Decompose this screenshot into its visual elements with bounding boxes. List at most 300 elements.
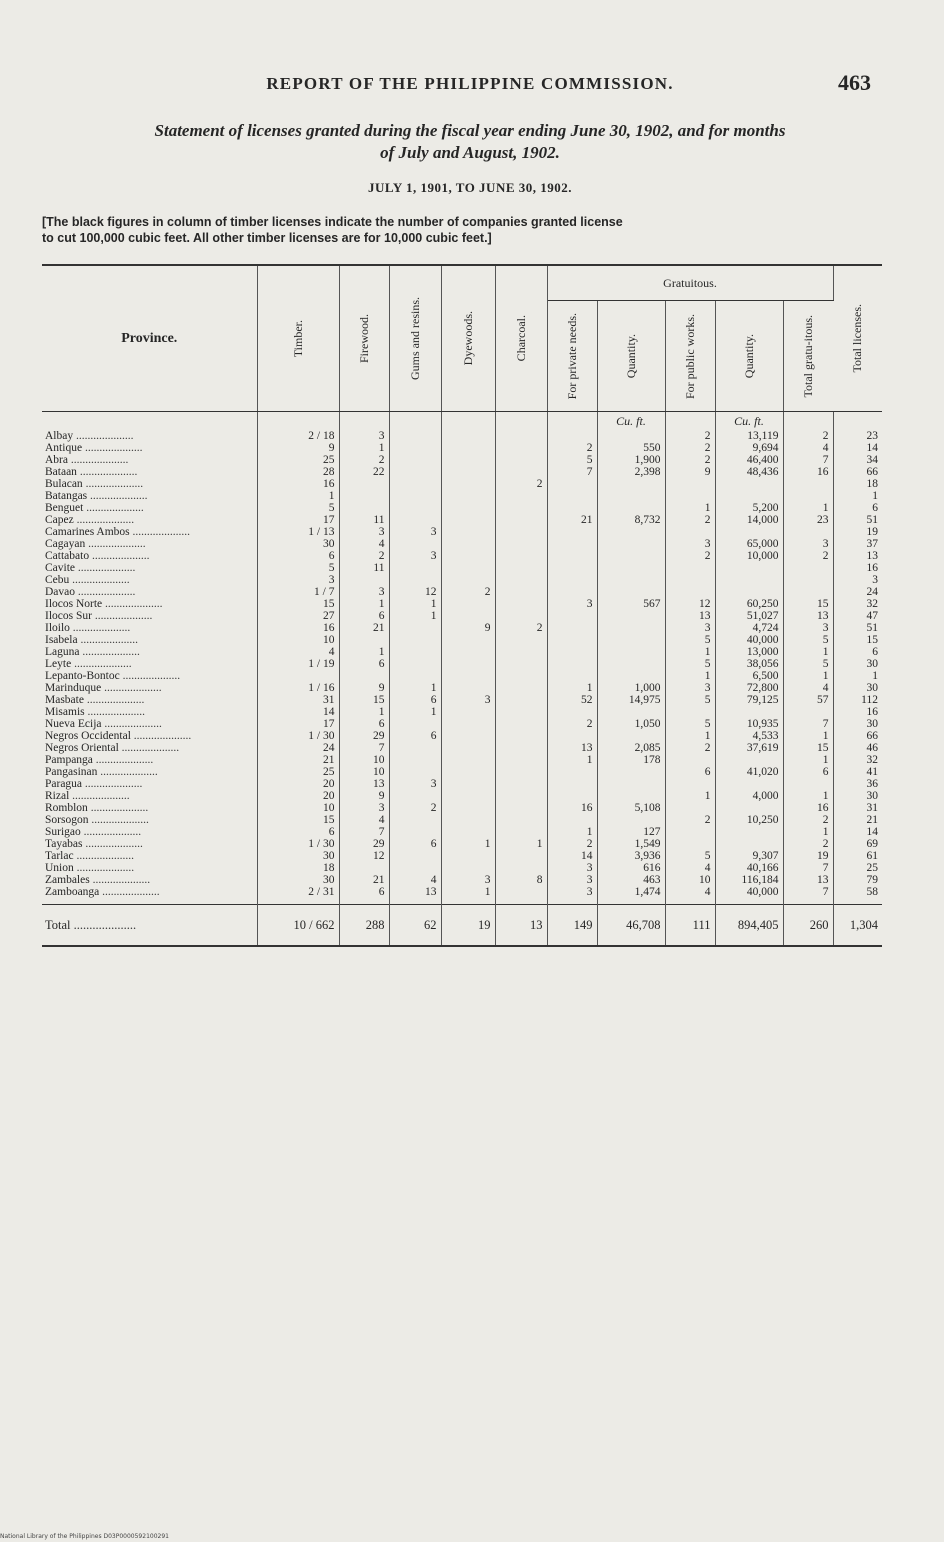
cell-firewood: 3 <box>339 802 389 814</box>
cell-quantity-1 <box>597 538 665 550</box>
cell-quantity-1: 2,398 <box>597 466 665 478</box>
cell-public-works <box>665 586 715 598</box>
cell-private-needs: 2 <box>547 442 597 454</box>
cell-firewood: 29 <box>339 730 389 742</box>
cell-timber: 21 <box>257 754 339 766</box>
cell-quantity-2 <box>715 826 783 838</box>
province-name: Lepanto-Bontoc .................... <box>42 670 257 682</box>
cell-dyewoods: 19 <box>441 905 495 947</box>
cell-charcoal <box>495 454 547 466</box>
cell-public-works <box>665 838 715 850</box>
cell-quantity-1: 127 <box>597 826 665 838</box>
cell-quantity-2: 79,125 <box>715 694 783 706</box>
cell-gums: 3 <box>389 526 441 538</box>
cell-firewood: 3 <box>339 526 389 538</box>
cell-total-licenses: 34 <box>866 454 878 466</box>
cell-firewood: 29 <box>339 838 389 850</box>
header-total-gratuitous: Total gratu-itous. <box>783 301 833 412</box>
cell-quantity-2: 13,000 <box>715 646 783 658</box>
cell-dyewoods: 1 <box>441 838 495 850</box>
cell-timber: 30 <box>257 850 339 862</box>
cell-charcoal <box>495 442 547 454</box>
cell-quantity-2: 4,533 <box>715 730 783 742</box>
cell-public-works <box>665 574 715 586</box>
cell-charcoal <box>495 886 547 898</box>
cell-charcoal <box>495 706 547 718</box>
province-name: Cavite .................... <box>42 562 257 574</box>
cell-total-gratuitous: 2 <box>783 430 833 442</box>
table-row <box>42 442 882 454</box>
cell-charcoal <box>495 658 547 670</box>
cell-public-works: 2 <box>665 814 715 826</box>
cell-quantity-2: 10,935 <box>715 718 783 730</box>
cell-public-works: 5 <box>665 718 715 730</box>
cell-total-licenses: 31 <box>866 802 878 814</box>
cell-quantity-1 <box>597 622 665 634</box>
cell-total-licenses: 66 <box>866 730 878 742</box>
library-footer: National Library of the Philippines D03P0000592100291 <box>0 1533 169 1540</box>
cell-quantity-2: 13,119 <box>715 430 783 442</box>
cell-gums <box>389 742 441 754</box>
cell-gums <box>389 634 441 646</box>
cell-quantity-2 <box>715 490 783 502</box>
cell-firewood: 11 <box>339 562 389 574</box>
cell-firewood: 21 <box>339 622 389 634</box>
cell-public-works: 2 <box>665 454 715 466</box>
cell-timber: 17 <box>257 514 339 526</box>
cell-public-works: 5 <box>665 634 715 646</box>
cell-dyewoods <box>441 718 495 730</box>
cell-charcoal <box>495 502 547 514</box>
cell-timber: 30 <box>257 874 339 886</box>
cell-gums: 6 <box>389 730 441 742</box>
cell-timber <box>257 670 339 682</box>
cell-charcoal <box>495 598 547 610</box>
cell-public-works <box>665 826 715 838</box>
table-row <box>42 682 882 694</box>
cell-total-gratuitous: 15 <box>783 598 833 610</box>
cell-firewood: 15 <box>339 694 389 706</box>
cell-total-licenses: 46 <box>866 742 878 754</box>
cell-total-gratuitous: 1 <box>783 790 833 802</box>
cell-total-gratuitous: 2 <box>783 838 833 850</box>
cell-firewood <box>339 634 389 646</box>
cell-total-gratuitous <box>783 526 833 538</box>
cell-quantity-1: 2,085 <box>597 742 665 754</box>
cell-firewood: 13 <box>339 778 389 790</box>
cell-timber: 9 <box>257 442 339 454</box>
cell-dyewoods <box>441 442 495 454</box>
province-name: Batangas .................... <box>42 490 257 502</box>
cell-total-gratuitous: 1 <box>783 646 833 658</box>
cell-dyewoods <box>441 706 495 718</box>
cell-firewood: 2 <box>339 454 389 466</box>
province-name: Misamis .................... <box>42 706 257 718</box>
cell-total-licenses: 14 <box>866 826 878 838</box>
cell-timber: 2 / 18 <box>257 430 339 442</box>
table-row <box>42 742 882 754</box>
cell-timber: 1 / 16 <box>257 682 339 694</box>
cell-total-gratuitous: 2 <box>783 550 833 562</box>
cell-total-gratuitous: 7 <box>783 718 833 730</box>
cell-quantity-2: 6,500 <box>715 670 783 682</box>
cell-total-gratuitous <box>783 778 833 790</box>
cell-quantity-2: 4,000 <box>715 790 783 802</box>
cell-dyewoods: 2 <box>441 586 495 598</box>
cell-gums <box>389 646 441 658</box>
cell-dyewoods <box>441 598 495 610</box>
cell-gums: 2 <box>389 802 441 814</box>
cell-public-works <box>665 754 715 766</box>
cell-total-licenses: 66 <box>866 466 878 478</box>
cell-quantity-2: 41,020 <box>715 766 783 778</box>
cell-total-gratuitous: 4 <box>783 682 833 694</box>
cell-total-licenses: 3 <box>872 574 878 586</box>
cell-timber: 10 / 662 <box>257 905 339 947</box>
cell-dyewoods: 3 <box>441 874 495 886</box>
cell-public-works: 6 <box>665 766 715 778</box>
cell-charcoal <box>495 694 547 706</box>
cell-gums: 3 <box>389 550 441 562</box>
table-row <box>42 466 882 478</box>
cell-gums <box>389 430 441 442</box>
cell-total-licenses: 30 <box>866 682 878 694</box>
table-row <box>42 694 882 706</box>
cell-timber: 15 <box>257 814 339 826</box>
cell-private-needs <box>547 778 597 790</box>
cell-private-needs: 21 <box>547 514 597 526</box>
province-name: Pangasinan .................... <box>42 766 257 778</box>
cell-quantity-2 <box>715 838 783 850</box>
cell-quantity-2: 65,000 <box>715 538 783 550</box>
cell-timber: 5 <box>257 502 339 514</box>
cell-dyewoods <box>441 610 495 622</box>
cell-gums <box>389 850 441 862</box>
header-dyewoods: Dyewoods. <box>441 265 495 412</box>
cell-quantity-1: 14,975 <box>597 694 665 706</box>
cell-quantity-2 <box>715 778 783 790</box>
cell-public-works <box>665 478 715 490</box>
cell-private-needs <box>547 790 597 802</box>
unit-quantity-1: Cu. ft. <box>597 412 665 431</box>
cell-total-licenses: 58 <box>866 886 878 898</box>
cell-dyewoods: 9 <box>441 622 495 634</box>
cell-quantity-1 <box>597 490 665 502</box>
cell-dyewoods <box>441 490 495 502</box>
cell-gums <box>389 466 441 478</box>
cell-charcoal <box>495 670 547 682</box>
cell-dyewoods <box>441 790 495 802</box>
cell-public-works: 3 <box>665 682 715 694</box>
table-row <box>42 550 882 562</box>
cell-quantity-2: 72,800 <box>715 682 783 694</box>
province-name: Zamboanga .................... <box>42 886 257 898</box>
cell-dyewoods <box>441 502 495 514</box>
cell-gums <box>389 442 441 454</box>
cell-charcoal <box>495 718 547 730</box>
cell-quantity-1 <box>597 670 665 682</box>
table-row <box>42 838 882 850</box>
cell-firewood: 6 <box>339 610 389 622</box>
cell-timber: 15 <box>257 598 339 610</box>
province-name: Capez .................... <box>42 514 257 526</box>
cell-private-needs: 2 <box>547 718 597 730</box>
cell-dyewoods <box>441 466 495 478</box>
cell-total-gratuitous: 19 <box>783 850 833 862</box>
cell-total-gratuitous: 5 <box>783 634 833 646</box>
cell-quantity-2 <box>715 802 783 814</box>
province-name: Albay .................... <box>42 430 257 442</box>
cell-public-works <box>665 562 715 574</box>
cell-timber: 25 <box>257 766 339 778</box>
cell-total-gratuitous: 23 <box>783 514 833 526</box>
cell-firewood: 9 <box>339 790 389 802</box>
cell-gums: 6 <box>389 694 441 706</box>
cell-total-licenses: 13 <box>866 550 878 562</box>
cell-timber: 6 <box>257 550 339 562</box>
province-name: Tarlac .................... <box>42 850 257 862</box>
cell-quantity-2 <box>715 574 783 586</box>
cell-quantity-1 <box>597 478 665 490</box>
cell-gums <box>389 790 441 802</box>
cell-total-gratuitous: 57 <box>783 694 833 706</box>
cell-gums <box>389 514 441 526</box>
cell-timber: 27 <box>257 610 339 622</box>
cell-charcoal <box>495 826 547 838</box>
cell-private-needs: 52 <box>547 694 597 706</box>
cell-total-licenses: 24 <box>866 586 878 598</box>
cell-private-needs <box>547 646 597 658</box>
cell-quantity-2 <box>715 478 783 490</box>
cell-firewood: 1 <box>339 646 389 658</box>
cell-timber: 1 / 7 <box>257 586 339 598</box>
cell-public-works: 1 <box>665 790 715 802</box>
cell-total-gratuitous: 3 <box>783 622 833 634</box>
cell-total-licenses: 51 <box>866 622 878 634</box>
cell-total-licenses: 18 <box>866 478 878 490</box>
header-public-works: For public works. <box>665 301 715 412</box>
province-name: Bataan .................... <box>42 466 257 478</box>
cell-total-licenses: 112 <box>861 694 878 706</box>
cell-firewood <box>339 574 389 586</box>
cell-quantity-2: 51,027 <box>715 610 783 622</box>
title-line-2: of July and August, 1902. <box>380 143 560 162</box>
cell-charcoal <box>495 490 547 502</box>
cell-quantity-1: 5,108 <box>597 802 665 814</box>
cell-timber: 10 <box>257 802 339 814</box>
province-name: Benguet .................... <box>42 502 257 514</box>
cell-firewood <box>339 670 389 682</box>
cell-private-needs: 1 <box>547 682 597 694</box>
province-name: Antique .................... <box>42 442 257 454</box>
units-row <box>42 412 882 431</box>
table-row <box>42 802 882 814</box>
cell-dyewoods <box>441 742 495 754</box>
cell-dyewoods <box>441 538 495 550</box>
cell-dyewoods <box>441 670 495 682</box>
cell-quantity-1 <box>597 502 665 514</box>
cell-total-gratuitous: 1 <box>783 502 833 514</box>
cell-dyewoods <box>441 850 495 862</box>
cell-public-works: 1 <box>665 646 715 658</box>
cell-total-licenses: 1 <box>872 670 878 682</box>
table-row <box>42 826 882 838</box>
cell-total-licenses: 16 <box>866 706 878 718</box>
cell-public-works: 5 <box>665 694 715 706</box>
cell-quantity-1: 1,050 <box>597 718 665 730</box>
cell-total-gratuitous: 13 <box>783 874 833 886</box>
cell-private-needs: 2 <box>547 838 597 850</box>
cell-charcoal <box>495 550 547 562</box>
header-province: Province. <box>42 265 257 412</box>
table-row <box>42 718 882 730</box>
cell-private-needs <box>547 622 597 634</box>
cell-total-gratuitous <box>783 490 833 502</box>
province-name: Surigao .................... <box>42 826 257 838</box>
cell-total-gratuitous: 16 <box>783 466 833 478</box>
cell-gums <box>389 826 441 838</box>
cell-dyewoods <box>441 526 495 538</box>
cell-charcoal <box>495 682 547 694</box>
cell-private-needs: 5 <box>547 454 597 466</box>
cell-dyewoods <box>441 430 495 442</box>
cell-charcoal <box>495 430 547 442</box>
cell-private-needs <box>547 730 597 742</box>
table-row <box>42 586 882 598</box>
cell-charcoal <box>495 538 547 550</box>
province-name: Paragua .................... <box>42 778 257 790</box>
cell-private-needs <box>547 574 597 586</box>
cell-timber: 1 / 19 <box>257 658 339 670</box>
province-name: Isabela .................... <box>42 634 257 646</box>
cell-total-licenses: 37 <box>866 538 878 550</box>
table-row <box>42 814 882 826</box>
cell-firewood: 22 <box>339 466 389 478</box>
cell-timber: 16 <box>257 478 339 490</box>
table-row <box>42 730 882 742</box>
cell-private-needs: 16 <box>547 802 597 814</box>
cell-firewood <box>339 478 389 490</box>
cell-dyewoods <box>441 514 495 526</box>
cell-total-gratuitous: 4 <box>783 442 833 454</box>
cell-private-needs <box>547 634 597 646</box>
table-row <box>42 646 882 658</box>
cell-charcoal <box>495 754 547 766</box>
cell-charcoal: 8 <box>495 874 547 886</box>
cell-dyewoods <box>441 658 495 670</box>
cell-private-needs: 7 <box>547 466 597 478</box>
cell-timber: 4 <box>257 646 339 658</box>
header-timber: Timber. <box>257 265 339 412</box>
table-row <box>42 754 882 766</box>
cell-firewood: 12 <box>339 850 389 862</box>
cell-total-gratuitous: 6 <box>783 766 833 778</box>
cell-gums: 12 <box>389 586 441 598</box>
cell-charcoal <box>495 646 547 658</box>
cell-total-licenses: 1,304 <box>833 905 882 947</box>
province-name: Bulacan .................... <box>42 478 257 490</box>
cell-private-needs <box>547 538 597 550</box>
cell-timber: 17 <box>257 718 339 730</box>
cell-charcoal <box>495 778 547 790</box>
cell-total-licenses: 41 <box>866 766 878 778</box>
cell-total-gratuitous: 3 <box>783 538 833 550</box>
cell-gums: 1 <box>389 610 441 622</box>
cell-total-gratuitous <box>783 562 833 574</box>
province-name: Marinduque .................... <box>42 682 257 694</box>
cell-dyewoods: 3 <box>441 694 495 706</box>
period-subtitle: JULY 1, 1901, TO JUNE 30, 1902. <box>367 180 573 195</box>
table-row <box>42 454 882 466</box>
cell-private-needs <box>547 490 597 502</box>
table-row <box>42 670 882 682</box>
cell-private-needs: 13 <box>547 742 597 754</box>
cell-total-gratuitous <box>783 478 833 490</box>
cell-timber: 1 / 30 <box>257 730 339 742</box>
cell-gums: 13 <box>389 886 441 898</box>
cell-public-works: 2 <box>665 430 715 442</box>
cell-total-gratuitous: 1 <box>783 826 833 838</box>
cell-dyewoods <box>441 562 495 574</box>
cell-total-licenses: 14 <box>866 442 878 454</box>
table-row <box>42 622 882 634</box>
cell-firewood: 9 <box>339 682 389 694</box>
cell-timber: 20 <box>257 778 339 790</box>
cell-quantity-1: 1,900 <box>597 454 665 466</box>
cell-charcoal <box>495 850 547 862</box>
table-row <box>42 874 882 886</box>
header-firewood: Firewood. <box>339 265 389 412</box>
cell-charcoal <box>495 814 547 826</box>
cell-public-works: 12 <box>665 598 715 610</box>
table-row <box>42 598 882 610</box>
province-name: Nueva Ecija .................... <box>42 718 257 730</box>
header-gums-resins: Gums and resins. <box>389 265 441 412</box>
title-line-1: Statement of licenses granted during the fiscal year ending June 30, 1902, and for months <box>154 121 786 140</box>
cell-public-works: 4 <box>665 862 715 874</box>
cell-quantity-1 <box>597 526 665 538</box>
cell-total-licenses: 30 <box>866 718 878 730</box>
cell-dyewoods <box>441 814 495 826</box>
province-name: Romblon .................... <box>42 802 257 814</box>
cell-quantity-2: 40,000 <box>715 886 783 898</box>
cell-private-needs: 3 <box>547 886 597 898</box>
licenses-table <box>42 264 882 947</box>
cell-gums: 4 <box>389 874 441 886</box>
cell-quantity-2: 37,619 <box>715 742 783 754</box>
cell-public-works: 9 <box>665 466 715 478</box>
cell-public-works <box>665 802 715 814</box>
cell-public-works: 4 <box>665 886 715 898</box>
statement-title <box>40 120 900 164</box>
cell-dyewoods <box>441 574 495 586</box>
table-row <box>42 658 882 670</box>
note-line-1: [The black figures in column of timber licenses indicate the number of companies granted license <box>42 215 623 229</box>
cell-private-needs <box>547 526 597 538</box>
province-name: Masbate .................... <box>42 694 257 706</box>
cell-timber: 28 <box>257 466 339 478</box>
cell-quantity-1: 8,732 <box>597 514 665 526</box>
cell-total-gratuitous: 7 <box>783 454 833 466</box>
cell-quantity-2: 894,405 <box>715 905 783 947</box>
cell-public-works: 2 <box>665 442 715 454</box>
cell-total-gratuitous: 16 <box>783 802 833 814</box>
cell-gums: 1 <box>389 706 441 718</box>
cell-quantity-1: 1,549 <box>597 838 665 850</box>
cell-firewood <box>339 490 389 502</box>
cell-total-gratuitous: 13 <box>783 610 833 622</box>
province-name: Total .................... <box>42 905 257 947</box>
